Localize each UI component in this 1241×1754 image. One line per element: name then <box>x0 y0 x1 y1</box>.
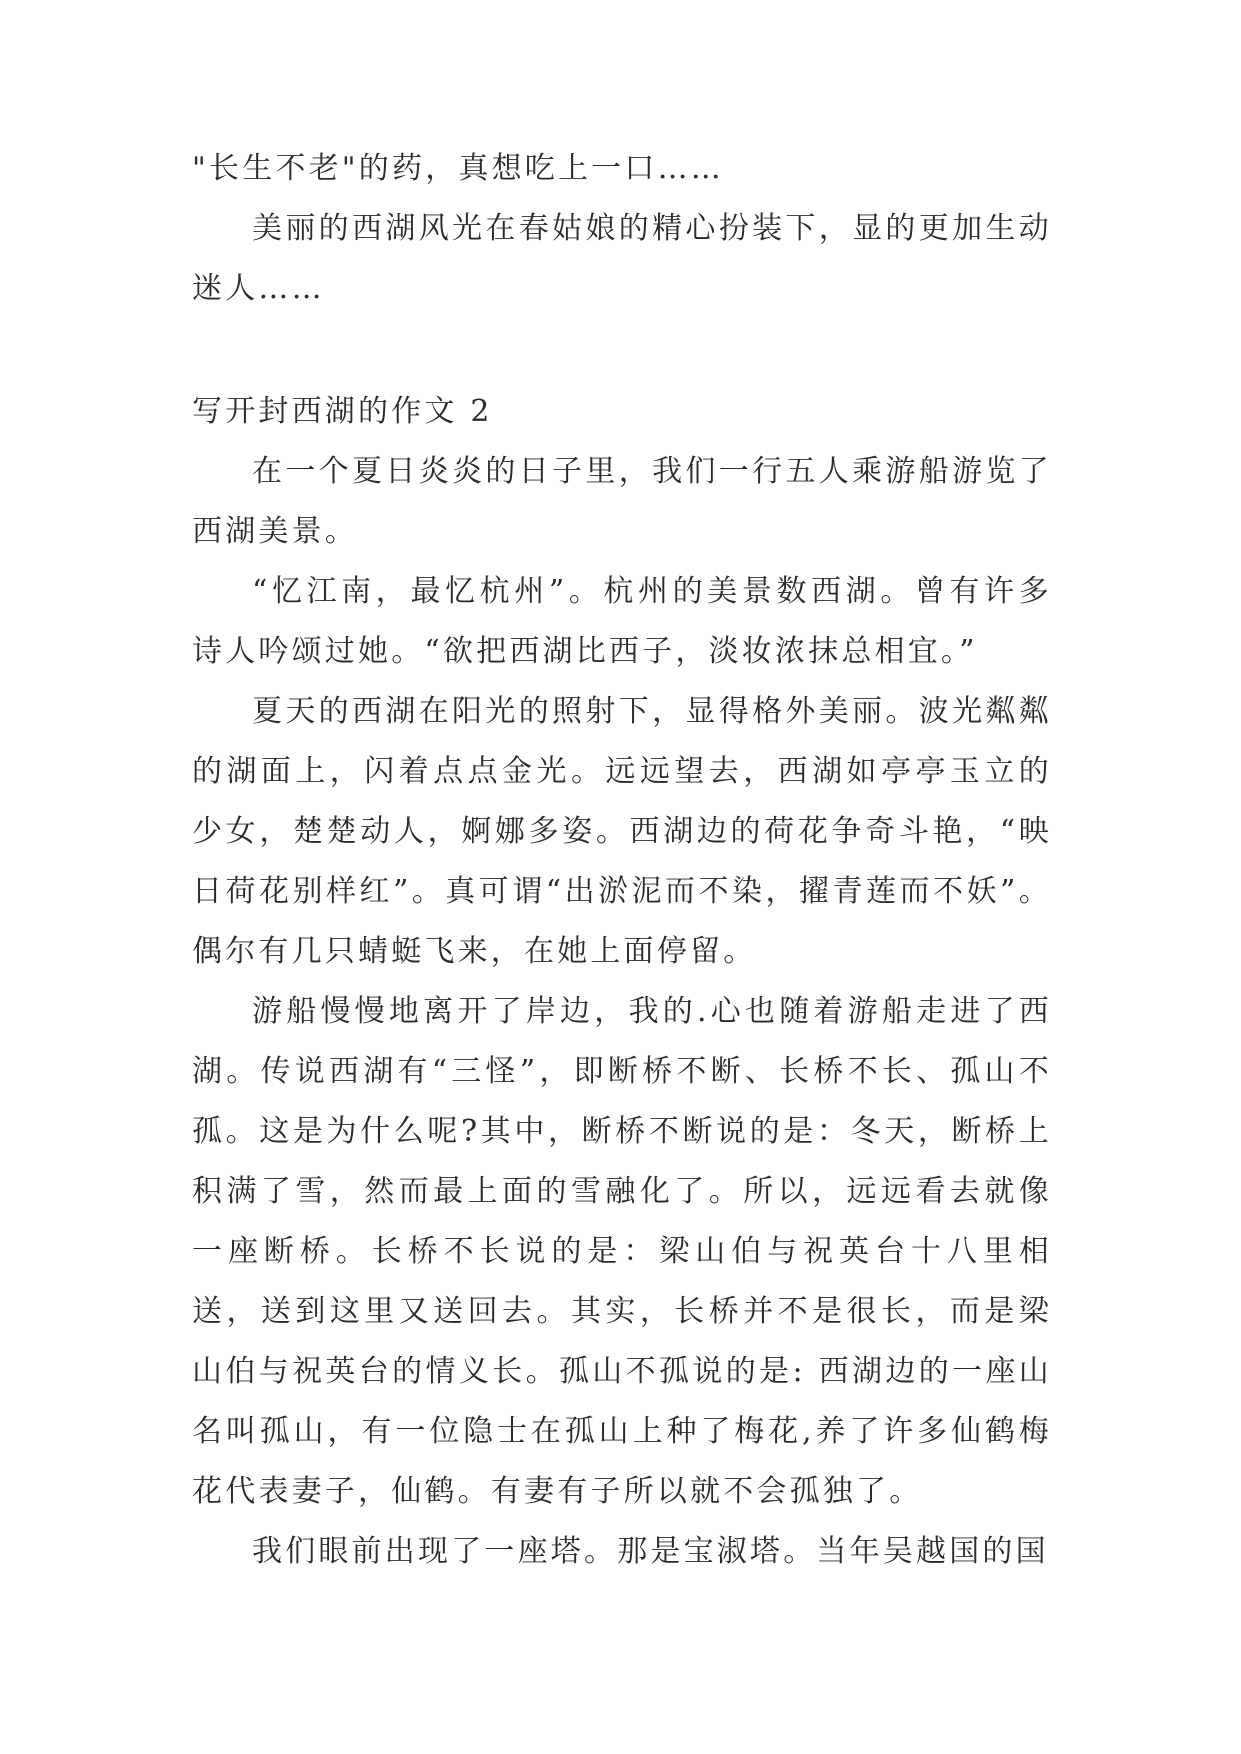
paragraph-summer-lake: 夏天的西湖在阳光的照射下，显得格外美丽。波光粼粼的湖面上，闪着点点金光。远远望去，西湖如亭亭玉立的少女，楚楚动人，婀娜多姿。西湖边的荷花争奇斗艳，“映日荷花别样红”。真可谓“出淤泥而不染，擢青莲而不妖”。偶尔有几只蜻蜓飞来，在她上面停留。 <box>192 694 1052 969</box>
paragraph-spring-scenery: 美丽的西湖风光在春姑娘的精心扮装下，显的更加生动迷人…… <box>192 211 1052 306</box>
paragraph-continuation: "长生不老"的药，真想吃上一口…… <box>192 151 724 186</box>
paragraph-poem-quote: “忆江南，最忆杭州”。杭州的美景数西湖。曾有许多诗人吟颂过她。“欲把西湖比西子，淡妆浓抹总相宜。” <box>192 574 1052 669</box>
paragraph-intro: 在一个夏日炎炎的日子里，我们一行五人乘游船游览了西湖美景。 <box>192 454 1052 549</box>
section-title: 写开封西湖的作文 2 <box>192 394 493 429</box>
paragraph-pagoda: 我们眼前出现了一座塔。那是宝淑塔。当年吴越国的国 <box>252 1534 1049 1569</box>
paragraph-three-wonders: 游船慢慢地离开了岸边，我的.心也随着游船走进了西湖。传说西湖有“三怪”，即断桥不断、长桥不长、孤山不孤。这是为什么呢?其中，断桥不断说的是：冬天，断桥上积满了雪，然而最上面的雪融化了。所以，远远看去就像一座断桥。长桥不长说的是：梁山伯与祝英台十八里相送，送到这里又送回去。其实，长桥并不是很长，而是梁山伯与祝英台的情义长。孤山不孤说的是: 西湖边的一座山名叫孤山，有一位隐士在孤山上种了梅花,养了许多仙鹤梅花代表妻子，仙鹤。有妻有子所以就不会孤独了。 <box>192 994 1052 1509</box>
section-gap <box>192 319 1052 382</box>
document-body <box>192 139 1052 1582</box>
